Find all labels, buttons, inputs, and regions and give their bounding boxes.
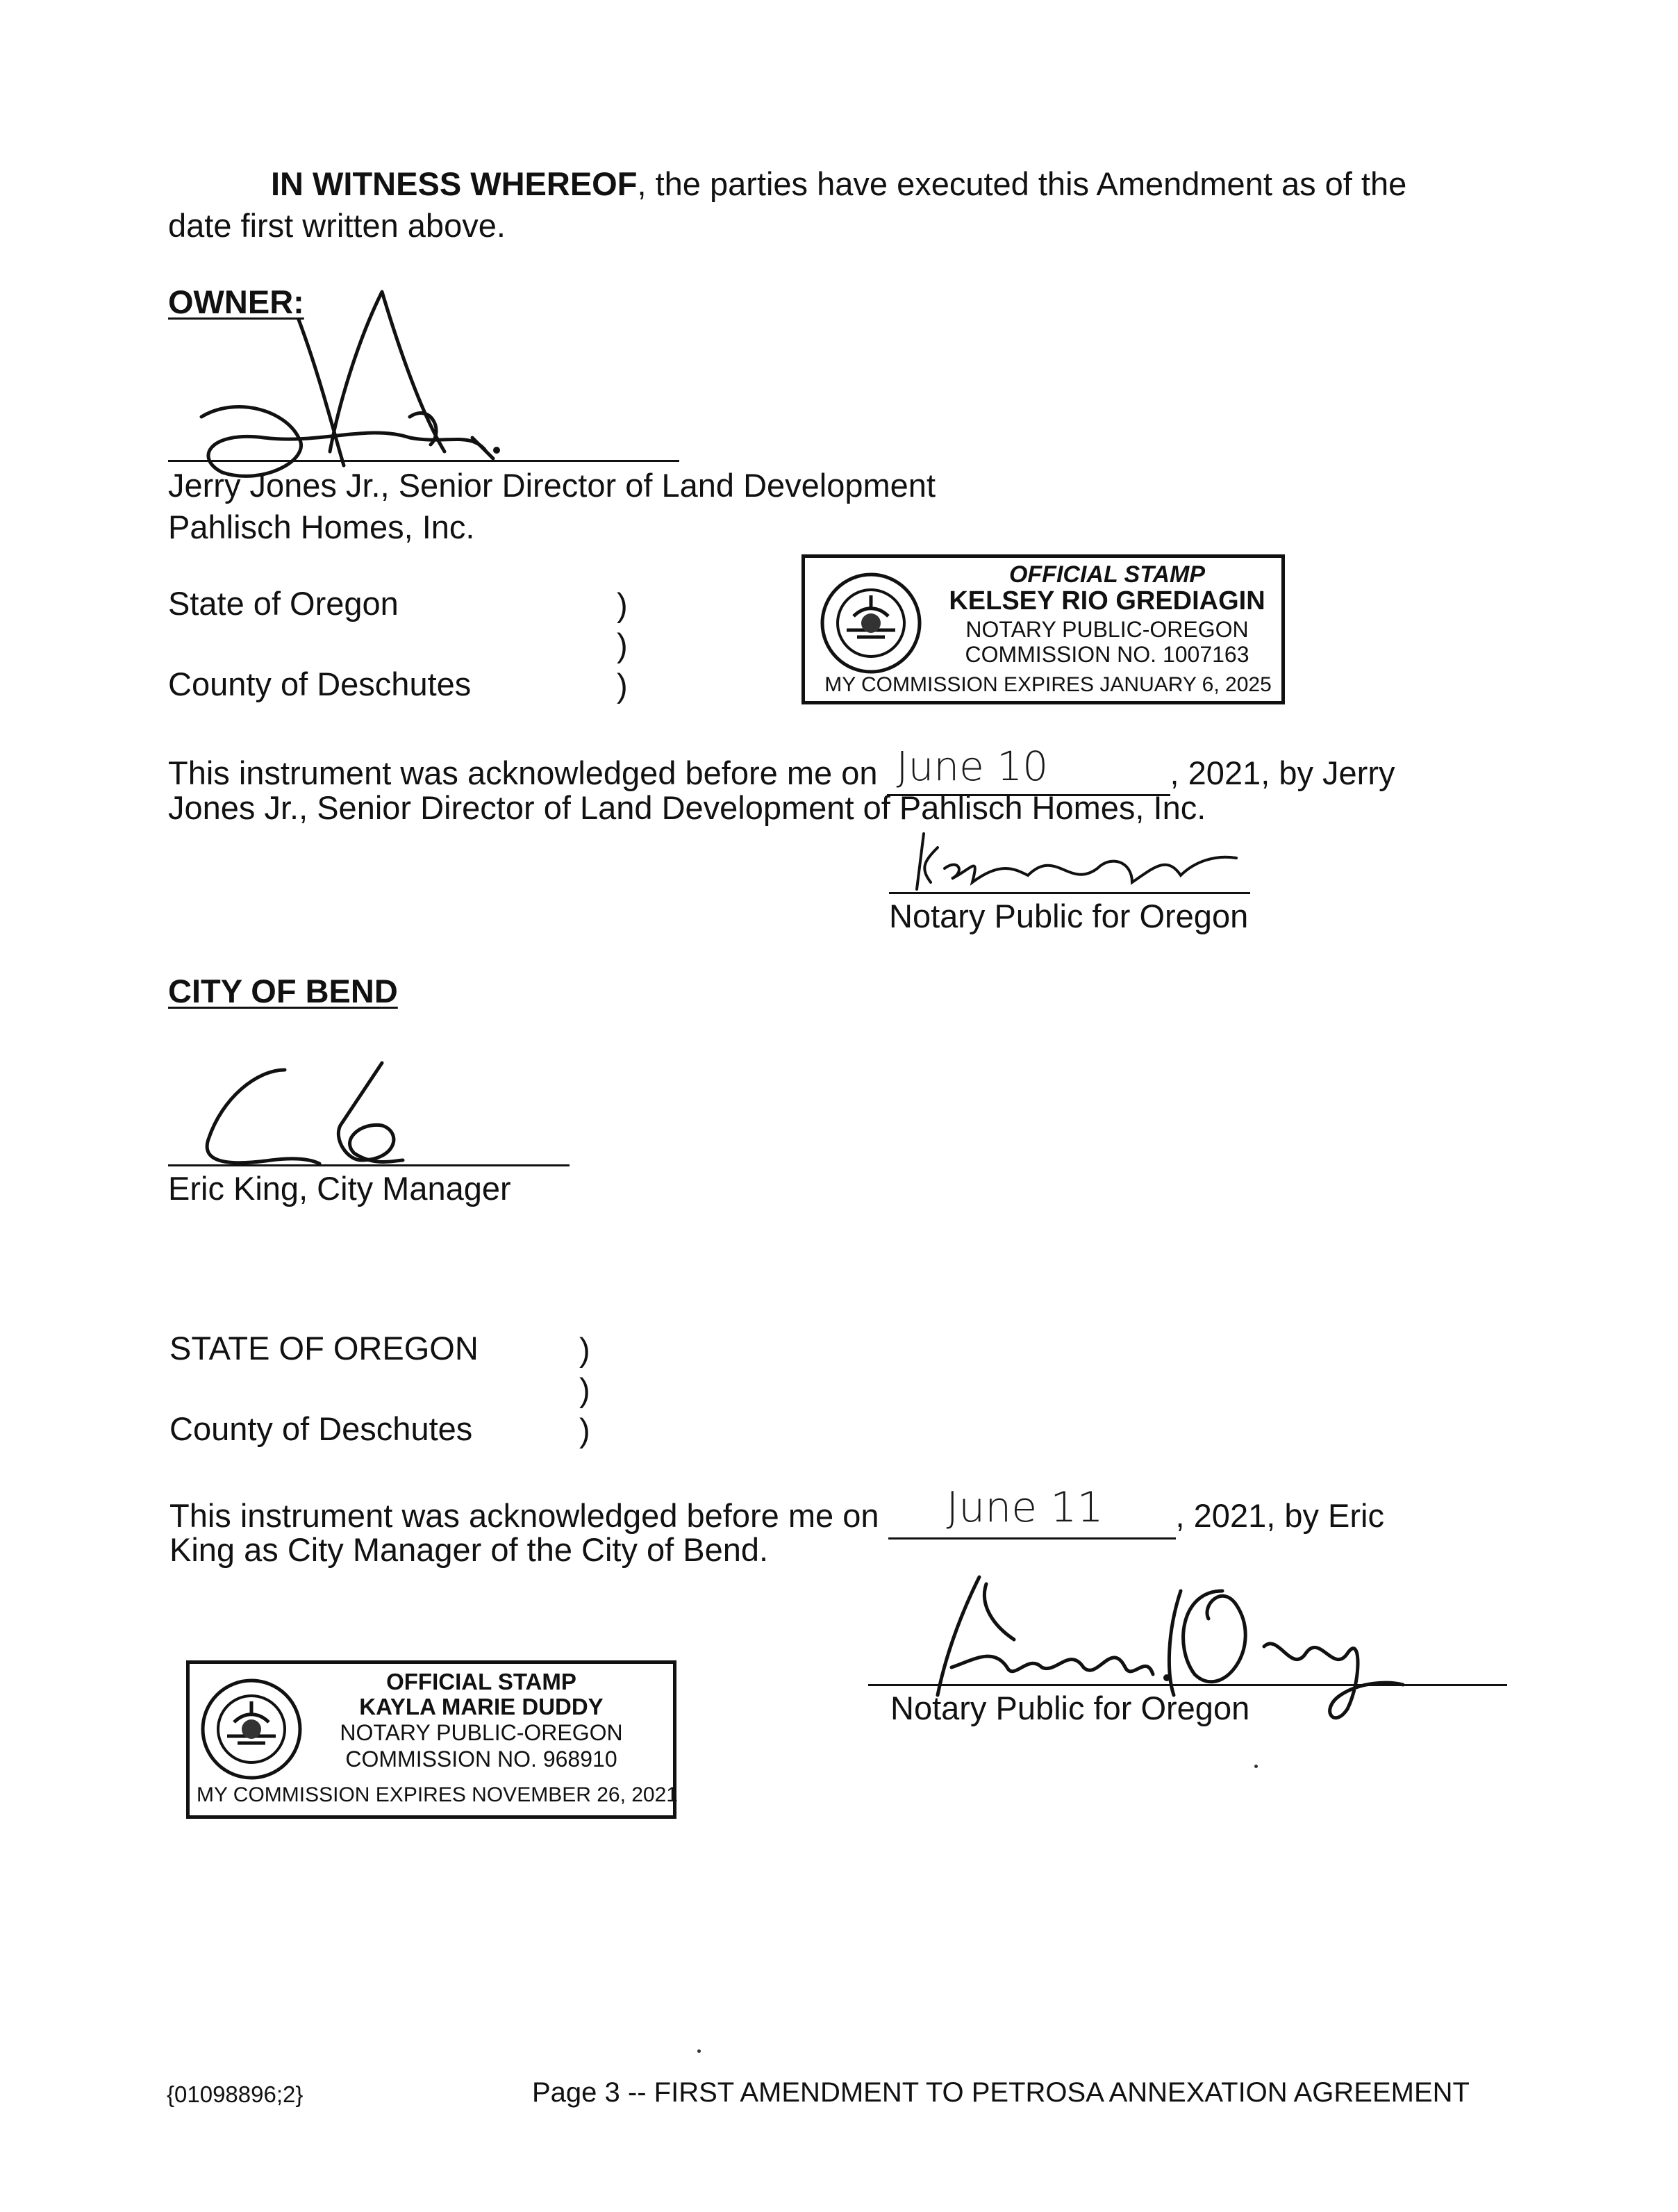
venue2-state: STATE OF OREGON — [169, 1330, 479, 1367]
notary1-signature — [903, 820, 1264, 903]
witness-line-2: date first written above. — [168, 207, 506, 244]
stamp1-title: OFFICIAL STAMP — [1008, 561, 1206, 588]
notary2-signature-line — [868, 1684, 1507, 1686]
venue1-state: State of Oregon — [168, 585, 399, 622]
stamp2-line3: NOTARY PUBLIC-OREGON — [340, 1720, 623, 1745]
notary1-signature-line — [889, 892, 1250, 894]
ack2-prefix: This instrument was acknowledged before me on — [169, 1497, 879, 1534]
venue2-county: County of Deschutes — [169, 1410, 473, 1447]
city-signer: Eric King, City Manager — [168, 1170, 511, 1207]
owner-signer-line-2: Pahlisch Homes, Inc. — [168, 509, 475, 545]
oregon-seal-icon — [819, 568, 923, 679]
footer-doc-id: {01098896;2} — [167, 2081, 304, 2107]
ack1-date-handwritten: June 10 — [896, 743, 1049, 790]
notary-stamp-kelsey — [801, 554, 1285, 704]
stamp1-name: KELSEY RIO GREDIAGIN — [949, 586, 1265, 616]
stray-mark — [697, 2049, 701, 2053]
stamp1-line3: NOTARY PUBLIC-OREGON — [965, 617, 1249, 642]
venue1-parentheses: ) ) ) — [617, 586, 628, 704]
ack2-date-blank — [888, 1483, 1176, 1540]
city-heading: CITY OF BEND — [168, 973, 398, 1009]
ack1-prefix: This instrument was acknowledged before me on — [168, 754, 878, 791]
witness-rest: , the parties have executed this Amendment as of the — [637, 165, 1407, 202]
ack2-suffix: , 2021, by Eric — [1175, 1497, 1384, 1534]
venue1-county: County of Deschutes — [168, 666, 472, 702]
ack1-suffix: , 2021, by Jerry — [1170, 754, 1395, 791]
ack1-line-2: Jones Jr., Senior Director of Land Development of Pahlisch Homes, Inc. — [168, 789, 1206, 826]
ack2-date-handwritten: June 11 — [946, 1483, 1104, 1532]
owner-heading: OWNER: — [168, 283, 304, 320]
city-manager-signature — [174, 1056, 465, 1174]
stamp1-line4: COMMISSION NO. 1007163 — [965, 642, 1249, 667]
city-signature-line — [168, 1164, 570, 1166]
ack2-line-2: King as City Manager of the City of Bend. — [169, 1531, 769, 1568]
stray-mark — [1254, 1765, 1258, 1768]
venue2-parentheses: ) ) ) — [579, 1331, 590, 1448]
witness-line-1 — [271, 165, 1406, 203]
footer-page-label: Page 3 -- FIRST AMENDMENT TO PETROSA ANNEXATION AGREEMENT — [532, 2077, 1470, 2108]
ack1-notary-label: Notary Public for Oregon — [889, 898, 1249, 934]
witness-lead: IN WITNESS WHEREOF — [271, 165, 638, 202]
owner-signature-line — [168, 460, 679, 462]
ack2-notary-label: Notary Public for Oregon — [890, 1690, 1250, 1726]
oregon-seal-icon — [199, 1674, 304, 1785]
owner-signer-line-1: Jerry Jones Jr., Senior Director of Land Development — [168, 467, 936, 504]
stamp1-expires: MY COMMISSION EXPIRES JANUARY 6, 2025 — [824, 673, 1272, 696]
stamp2-title: OFFICIAL STAMP — [386, 1669, 576, 1694]
notary-stamp-kayla — [186, 1660, 676, 1819]
stamp2-name: KAYLA MARIE DUDDY — [359, 1694, 604, 1719]
stamp2-line4: COMMISSION NO. 968910 — [345, 1747, 617, 1772]
stamp2-expires: MY COMMISSION EXPIRES NOVEMBER 26, 2021 — [197, 1783, 678, 1806]
